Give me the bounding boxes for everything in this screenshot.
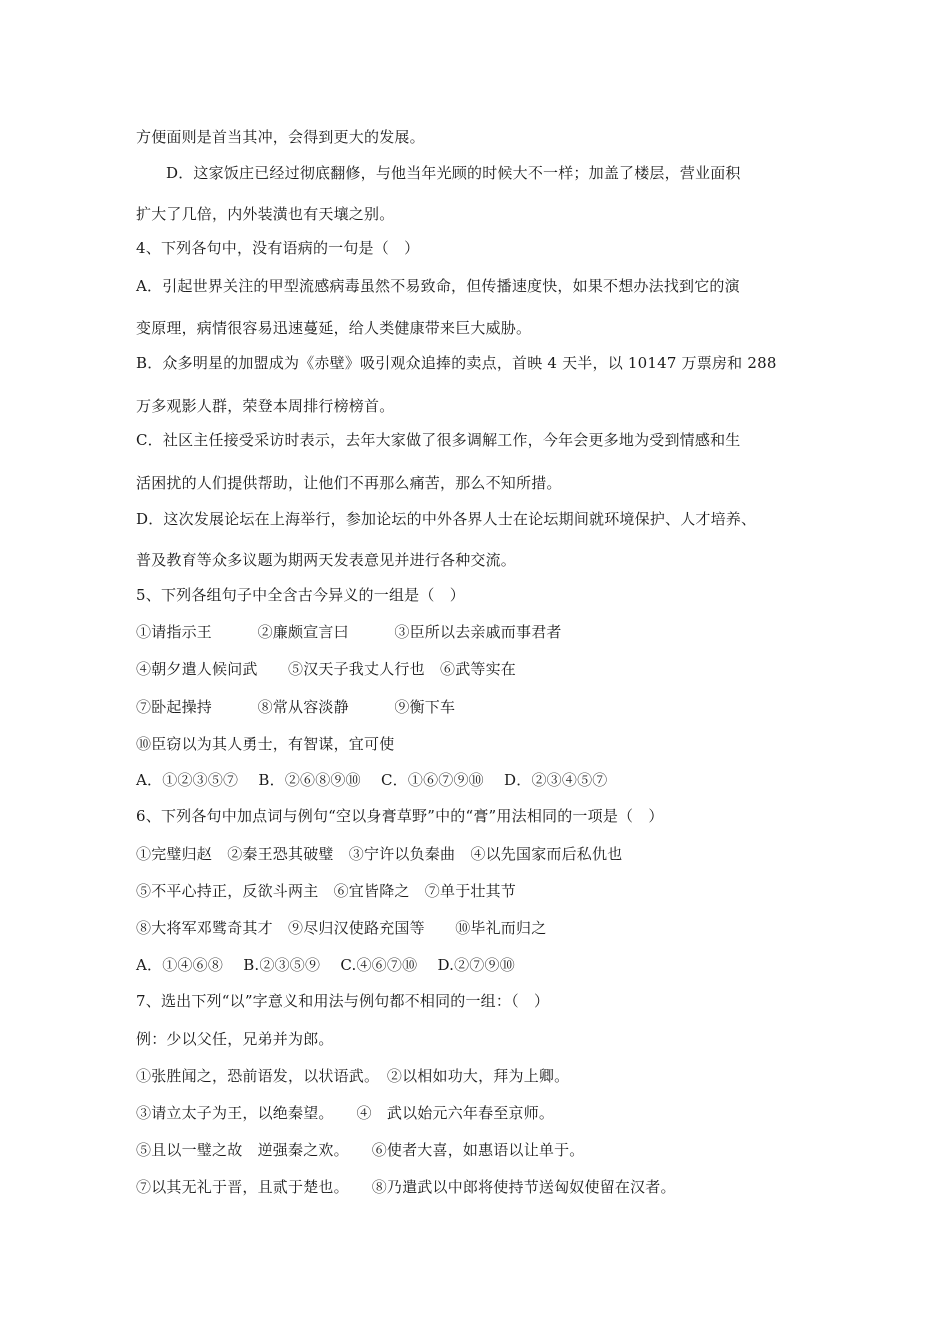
text-line: ①张胜闻之，恐前语发，以状语武。 ②以相如功大，拜为上卿。 bbox=[136, 1067, 570, 1085]
text-line: ⑩臣窃以为其人勇士，有智谋，宜可使 bbox=[136, 735, 395, 753]
text-line: ③请立太子为王，以绝秦望。 ④ 武以始元六年春至京师。 bbox=[136, 1104, 555, 1122]
text-line: D．这次发展论坛在上海举行，参加论坛的中外各界人士在论坛期间就环境保护、人才培养、 bbox=[136, 510, 757, 528]
text-line: ①请指示王 ②廉颇宣言曰 ③臣所以去亲戚而事君者 bbox=[136, 623, 562, 641]
question-6-stem: 6、下列各句中加点词与例句“空以身膏草野”中的“膏”用法相同的一项是（ ） bbox=[136, 807, 664, 825]
text-line: ⑧大将军邓骘奇其才 ⑨尽归汉使路充国等 ⑩毕礼而归之 bbox=[136, 919, 547, 937]
text-line: 万多观影人群，荣登本周排行榜榜首。 bbox=[136, 397, 395, 415]
question-6-options: A．①④⑥⑧ B.②③⑤⑨ C.④⑥⑦⑩ D.②⑦⑨⑩ bbox=[136, 956, 515, 974]
text-line: C．社区主任接受采访时表示，去年大家做了很多调解工作，今年会更多地为受到情感和生 bbox=[136, 431, 741, 449]
text-line: A．引起世界关注的甲型流感病毒虽然不易致命，但传播速度快，如果不想办法找到它的演 bbox=[136, 277, 740, 295]
text-line: 扩大了几倍，内外装潢也有天壤之别。 bbox=[136, 205, 395, 223]
question-5-options: A．①②③⑤⑦ B．②⑥⑧⑨⑩ C．①⑥⑦⑨⑩ D．②③④⑤⑦ bbox=[136, 771, 608, 789]
text-line: 变原理，病情很容易迅速蔓延，给人类健康带来巨大威胁。 bbox=[136, 319, 532, 337]
text-line: 例：少以父任，兄弟并为郎。 bbox=[136, 1030, 334, 1048]
question-7-stem: 7、选出下列“以”字意义和用法与例句都不相同的一组：（ ） bbox=[136, 992, 550, 1010]
text-line: ⑦以其无礼于晋，且贰于楚也。 ⑧乃遣武以中郎将使持节送匈奴使留在汉者。 bbox=[136, 1178, 676, 1196]
text-line: ⑦卧起操持 ⑧常从容淡静 ⑨衡下车 bbox=[136, 698, 456, 716]
question-4-stem: 4、下列各句中，没有语病的一句是（ ） bbox=[136, 239, 420, 257]
text-line: ①完璧归赵 ②秦王恐其破璧 ③宁许以负秦曲 ④以先国家而后私仇也 bbox=[136, 845, 623, 863]
text-line: D．这家饭庄已经过彻底翻修，与他当年光顾的时候大不一样；加盖了楼层，营业面积 bbox=[166, 164, 741, 182]
text-line: ⑤不平心持正，反欲斗两主 ⑥宜皆降之 ⑦单于壮其节 bbox=[136, 882, 517, 900]
text-line: 普及教育等众多议题为期两天发表意见并进行各种交流。 bbox=[136, 551, 517, 569]
text-line: 活困扰的人们提供帮助，让他们不再那么痛苦，那么不知所措。 bbox=[136, 474, 562, 492]
text-line: ⑤且以一璧之故 逆强秦之欢。 ⑥使者大喜，如惠语以让单于。 bbox=[136, 1141, 585, 1159]
text-line: B．众多明星的加盟成为《赤壁》吸引观众追捧的卖点，首映 4 天半，以 10147 万票房和 288 bbox=[136, 354, 777, 372]
text-line: ④朝夕遣人候问武 ⑤汉天子我丈人行也 ⑥武等实在 bbox=[136, 660, 517, 678]
question-5-stem: 5、下列各组句子中全含古今异义的一组是（ ） bbox=[136, 586, 465, 604]
text-line: 方便面则是首当其冲，会得到更大的发展。 bbox=[136, 128, 425, 146]
